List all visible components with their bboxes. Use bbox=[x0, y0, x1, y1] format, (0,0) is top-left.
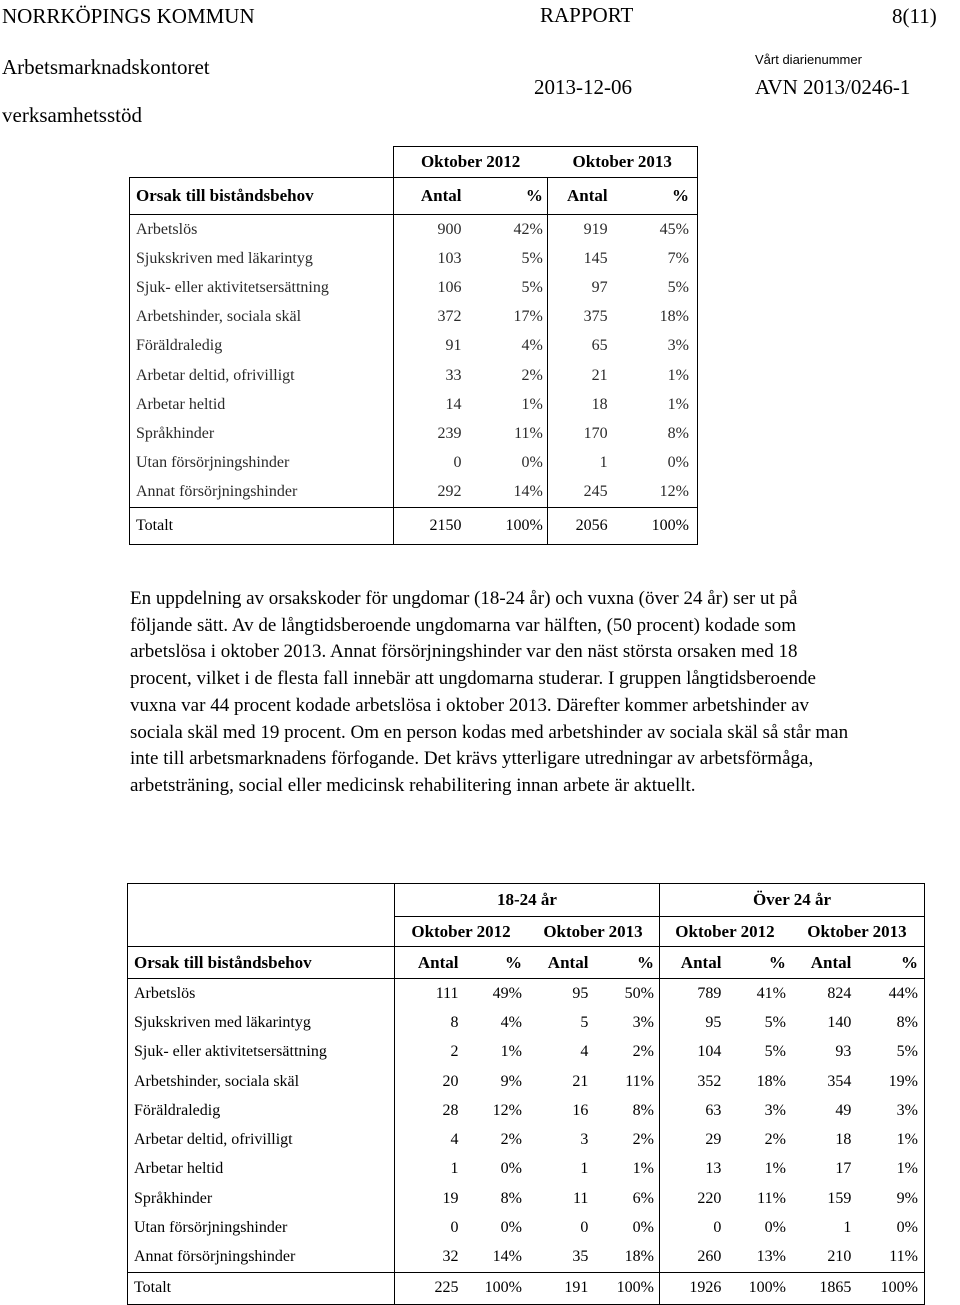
table-row bbox=[128, 1184, 925, 1213]
pct-cell: 0% bbox=[896, 1219, 918, 1237]
department: Arbetsmarknadskontoret bbox=[2, 55, 210, 79]
count-cell: 16 bbox=[572, 1101, 589, 1119]
pct-2012: 5% bbox=[521, 278, 543, 296]
count-2013: 65 bbox=[547, 332, 609, 361]
table-row bbox=[130, 244, 698, 273]
row-label: Sjuk- eller aktivitetsersättning bbox=[130, 273, 394, 302]
count-2012: 106 bbox=[393, 273, 463, 302]
count-cell: 260 bbox=[659, 1243, 724, 1273]
pct-2012: 0% bbox=[521, 454, 543, 472]
period-2013-header: Oktober 2013 bbox=[547, 147, 697, 178]
age-group-young-header: 18-24 år bbox=[395, 884, 660, 917]
table-total-row bbox=[128, 1272, 925, 1304]
row-label: Arbetar heltid bbox=[130, 390, 394, 419]
pct-cell: 8% bbox=[500, 1189, 522, 1207]
org-name: NORRKÖPINGS KOMMUN bbox=[2, 4, 255, 28]
row-label: Arbetar deltid, ofrivilligt bbox=[130, 361, 394, 390]
count-cell: 352 bbox=[659, 1067, 724, 1096]
pct-cell: 1% bbox=[896, 1131, 918, 1149]
count-cell: 63 bbox=[659, 1096, 724, 1125]
pct-cell: 1% bbox=[500, 1043, 522, 1061]
count-2012: 33 bbox=[393, 361, 463, 390]
pct-2012: 5% bbox=[521, 249, 543, 267]
row-label: Arbetslös bbox=[134, 984, 196, 1002]
pct-cell: 49% bbox=[492, 984, 522, 1002]
count-cell: 95 bbox=[572, 984, 589, 1002]
table-row bbox=[130, 390, 698, 419]
count-cell: 20 bbox=[395, 1067, 461, 1096]
table-row bbox=[130, 332, 698, 361]
count-cell: 354 bbox=[827, 1072, 852, 1090]
table-row bbox=[128, 1038, 925, 1067]
table-row bbox=[130, 273, 698, 302]
row-label: Arbetshinder, sociala skäl bbox=[130, 303, 394, 332]
table-row bbox=[128, 1008, 925, 1037]
table-row bbox=[130, 215, 698, 245]
total-value: 191 bbox=[564, 1279, 589, 1297]
pct-header: % bbox=[901, 952, 918, 972]
row-label: Arbetar heltid bbox=[134, 1160, 224, 1178]
pct-cell: 50% bbox=[624, 984, 654, 1002]
table-row bbox=[130, 419, 698, 448]
table-row bbox=[128, 1243, 925, 1273]
count-cell: 824 bbox=[827, 984, 852, 1002]
pct-cell: 11% bbox=[757, 1189, 786, 1207]
count-cell: 3 bbox=[580, 1131, 589, 1149]
row-label: Arbetshinder, sociala skäl bbox=[134, 1072, 300, 1090]
count-cell: 95 bbox=[659, 1008, 724, 1037]
pct-cell: 2% bbox=[500, 1131, 522, 1149]
pct-cell: 6% bbox=[632, 1189, 654, 1207]
table-row bbox=[128, 979, 925, 1009]
count-cell: 140 bbox=[827, 1013, 852, 1031]
count-cell: 19 bbox=[395, 1184, 461, 1213]
pct-cell: 1% bbox=[764, 1160, 786, 1178]
count-cell: 111 bbox=[395, 979, 461, 1009]
count-cell: 93 bbox=[835, 1043, 852, 1061]
pct-2012: 42% bbox=[513, 220, 543, 238]
table-row bbox=[130, 303, 698, 332]
row-label: Föräldraledig bbox=[134, 1101, 221, 1119]
pct-cell: 11% bbox=[625, 1072, 654, 1090]
pct-cell: 2% bbox=[632, 1043, 654, 1061]
pct-cell: 5% bbox=[764, 1013, 786, 1031]
total-value: 1926 bbox=[659, 1272, 724, 1304]
row-label: Sjukskriven med läkarintyg bbox=[130, 244, 394, 273]
table-total-row bbox=[130, 507, 698, 544]
count-cell: 789 bbox=[659, 979, 724, 1009]
pct-cell: 8% bbox=[632, 1101, 654, 1119]
count-cell: 21 bbox=[572, 1072, 589, 1090]
pct-2012: 4% bbox=[521, 337, 543, 355]
count-header: Antal bbox=[659, 947, 724, 979]
row-label: Föräldraledig bbox=[130, 332, 394, 361]
report-date: 2013-12-06 bbox=[534, 75, 632, 99]
pct-cell: 0% bbox=[764, 1219, 786, 1237]
count-cell: 4 bbox=[395, 1125, 461, 1154]
row-label: Annat försörjningshinder bbox=[134, 1248, 296, 1266]
count-cell: 32 bbox=[395, 1243, 461, 1273]
table-header-periods bbox=[128, 917, 925, 947]
pct-cell: 12% bbox=[492, 1101, 522, 1119]
count-2013: 1 bbox=[547, 449, 609, 478]
pct-cell: 1% bbox=[896, 1160, 918, 1178]
total-value: 1865 bbox=[819, 1279, 852, 1297]
pct-2013: 0% bbox=[610, 449, 698, 478]
table-header-columns bbox=[130, 178, 698, 215]
table-row bbox=[128, 1213, 925, 1242]
pct-cell: 3% bbox=[896, 1101, 918, 1119]
pct-cell: 9% bbox=[896, 1189, 918, 1207]
count-2013: 21 bbox=[547, 361, 609, 390]
count-2013: 97 bbox=[547, 273, 609, 302]
pct-cell: 11% bbox=[889, 1248, 918, 1266]
pct-cell: 9% bbox=[500, 1072, 522, 1090]
table-row bbox=[130, 449, 698, 478]
pct-2012: 14% bbox=[513, 483, 543, 501]
count-cell: 220 bbox=[659, 1184, 724, 1213]
pct-2012: 1% bbox=[521, 395, 543, 413]
pct-cell: 0% bbox=[500, 1160, 522, 1178]
pct-header: % bbox=[768, 952, 786, 972]
total-label: Totalt bbox=[130, 507, 394, 544]
pct-cell: 3% bbox=[632, 1013, 654, 1031]
table-row bbox=[130, 478, 698, 508]
pct-cell: 14% bbox=[492, 1248, 522, 1266]
pct-header: % bbox=[525, 186, 543, 205]
pct-2012: 17% bbox=[513, 308, 543, 326]
period-2012-header: Oktober 2012 bbox=[395, 917, 527, 947]
pct-2013: 18% bbox=[610, 303, 698, 332]
pct-header: % bbox=[610, 178, 698, 215]
count-2012: 14 bbox=[393, 390, 463, 419]
pct-header: % bbox=[505, 952, 522, 972]
count-cell: 5 bbox=[580, 1013, 589, 1031]
count-2013: 375 bbox=[547, 303, 609, 332]
total-pct: 100% bbox=[505, 516, 543, 534]
body-paragraph: En uppdelning av orsakskoder för ungdomar (18-24 år) och vuxna (över 24 år) ser ut på följande sätt. Av de långtidsberoende ungdomarna var hälften, (50 procent) kodade som arbetslösa i oktober 2013. Annat försörjningshinder var den näst största orsaken med 18 procent, vilket i de flesta fall innebär att ungdomarna studerar. I gruppen långtidsberoende vuxna var 44 procent kodade arbetslösa i oktober 2013. Därefter kommer arbetshinder av sociala skäl med 19 procent. Om en person kodas med arbetshinder av sociala skäl så står man inte till arbetsmarknadens förfogande. Det krävs ytterligare utredningar av arbetsförmåga, arbetsträning, social eller medicinsk rehabilitering innan arbete är aktuellt. bbox=[130, 588, 849, 796]
count-cell: 1 bbox=[580, 1160, 589, 1178]
pct-cell: 5% bbox=[764, 1043, 786, 1061]
row-label: Arbetar deltid, ofrivilligt bbox=[134, 1131, 293, 1149]
count-2012: 239 bbox=[393, 419, 463, 448]
count-cell: 35 bbox=[572, 1248, 589, 1266]
total-value: 100% bbox=[748, 1279, 786, 1297]
department-unit: verksamhetsstöd bbox=[2, 103, 142, 127]
period-2013-header: Oktober 2013 bbox=[527, 917, 659, 947]
table-row bbox=[128, 1125, 925, 1154]
table-header-periods bbox=[130, 147, 698, 178]
pct-cell: 44% bbox=[888, 984, 918, 1002]
pct-header: % bbox=[636, 952, 654, 972]
count-2012: 900 bbox=[393, 215, 463, 245]
count-cell: 18 bbox=[835, 1131, 852, 1149]
reason-column-header: Orsak till biståndsbehov bbox=[130, 178, 394, 215]
pct-2013: 3% bbox=[610, 332, 698, 361]
count-cell: 28 bbox=[395, 1096, 461, 1125]
row-label: Språkhinder bbox=[130, 419, 394, 448]
count-cell: 1 bbox=[843, 1219, 852, 1237]
count-cell: 49 bbox=[835, 1101, 852, 1119]
count-2012: 292 bbox=[393, 478, 463, 508]
age-group-adult-header: Över 24 år bbox=[659, 884, 924, 917]
pct-2013: 1% bbox=[610, 361, 698, 390]
pct-2012: 2% bbox=[521, 366, 543, 384]
pct-cell: 18% bbox=[624, 1248, 654, 1266]
total-value: 225 bbox=[395, 1272, 461, 1304]
total-pct: 100% bbox=[610, 507, 698, 544]
total-value: 100% bbox=[880, 1279, 918, 1297]
count-cell: 0 bbox=[659, 1213, 724, 1242]
total-value: 100% bbox=[484, 1279, 522, 1297]
pct-2012: 11% bbox=[514, 424, 543, 442]
pct-cell: 0% bbox=[500, 1219, 522, 1237]
count-cell: 0 bbox=[580, 1219, 589, 1237]
table-header-columns bbox=[128, 947, 925, 979]
count-cell: 104 bbox=[659, 1038, 724, 1067]
pct-2013: 45% bbox=[610, 215, 698, 245]
count-header: Antal bbox=[393, 178, 463, 215]
doc-type: RAPPORT bbox=[540, 3, 634, 27]
pct-cell: 3% bbox=[764, 1101, 786, 1119]
pct-cell: 0% bbox=[632, 1219, 654, 1237]
count-2012: 372 bbox=[393, 303, 463, 332]
total-value: 100% bbox=[616, 1279, 654, 1297]
count-header: Antal bbox=[547, 178, 609, 215]
count-2013: 919 bbox=[547, 215, 609, 245]
count-cell: 11 bbox=[573, 1189, 589, 1207]
pct-2013: 1% bbox=[610, 390, 698, 419]
count-header: Antal bbox=[810, 952, 852, 972]
row-label: Utan försörjningshinder bbox=[134, 1219, 288, 1237]
count-cell: 4 bbox=[580, 1043, 589, 1061]
table-row bbox=[130, 361, 698, 390]
count-2013: 170 bbox=[547, 419, 609, 448]
pct-cell: 5% bbox=[896, 1043, 918, 1061]
row-label: Sjuk- eller aktivitetsersättning bbox=[134, 1043, 327, 1061]
pct-2013: 7% bbox=[610, 244, 698, 273]
pct-2013: 12% bbox=[610, 478, 698, 508]
total-count: 2150 bbox=[393, 507, 463, 544]
period-2012-header: Oktober 2012 bbox=[393, 147, 547, 178]
reason-column-header: Orsak till biståndsbehov bbox=[134, 952, 312, 972]
pct-2013: 8% bbox=[610, 419, 698, 448]
period-2013-header: Oktober 2013 bbox=[790, 917, 925, 947]
count-cell: 13 bbox=[659, 1155, 724, 1184]
total-count: 2056 bbox=[547, 507, 609, 544]
count-2012: 0 bbox=[393, 449, 463, 478]
count-header: Antal bbox=[547, 952, 589, 972]
count-2012: 103 bbox=[393, 244, 463, 273]
row-label: Språkhinder bbox=[134, 1189, 213, 1207]
pct-cell: 18% bbox=[756, 1072, 786, 1090]
table-header-age-groups bbox=[128, 884, 925, 917]
pct-2013: 5% bbox=[610, 273, 698, 302]
count-2012: 91 bbox=[393, 332, 463, 361]
table-row bbox=[128, 1155, 925, 1184]
row-label: Annat försörjningshinder bbox=[130, 478, 394, 508]
pct-cell: 1% bbox=[632, 1160, 654, 1178]
total-label: Totalt bbox=[134, 1279, 172, 1297]
pct-cell: 8% bbox=[896, 1013, 918, 1031]
pct-cell: 41% bbox=[756, 984, 786, 1002]
pct-cell: 2% bbox=[764, 1131, 786, 1149]
reason-table-total bbox=[129, 146, 698, 545]
count-cell: 210 bbox=[827, 1248, 852, 1266]
count-2013: 18 bbox=[547, 390, 609, 419]
count-2013: 145 bbox=[547, 244, 609, 273]
count-cell: 1 bbox=[395, 1155, 461, 1184]
count-cell: 8 bbox=[395, 1008, 461, 1037]
reason-table-by-age bbox=[127, 883, 925, 1305]
pct-cell: 4% bbox=[500, 1013, 522, 1031]
page-number: 8(11) bbox=[892, 4, 937, 28]
row-label: Utan försörjningshinder bbox=[130, 449, 394, 478]
row-label: Arbetslös bbox=[130, 215, 394, 245]
table-row bbox=[128, 1067, 925, 1096]
count-2013: 245 bbox=[547, 478, 609, 508]
count-cell: 17 bbox=[835, 1160, 852, 1178]
pct-cell: 13% bbox=[756, 1248, 786, 1266]
count-cell: 2 bbox=[395, 1038, 461, 1067]
pct-cell: 2% bbox=[632, 1131, 654, 1149]
reference-label: Vårt diarienummer bbox=[755, 52, 862, 67]
period-2012-header: Oktober 2012 bbox=[659, 917, 789, 947]
count-cell: 159 bbox=[827, 1189, 852, 1207]
count-cell: 29 bbox=[659, 1125, 724, 1154]
count-header: Antal bbox=[395, 947, 461, 979]
count-cell: 0 bbox=[395, 1213, 461, 1242]
table-row bbox=[128, 1096, 925, 1125]
pct-cell: 19% bbox=[888, 1072, 918, 1090]
reference-number: AVN 2013/0246-1 bbox=[755, 75, 911, 99]
row-label: Sjukskriven med läkarintyg bbox=[134, 1013, 311, 1031]
